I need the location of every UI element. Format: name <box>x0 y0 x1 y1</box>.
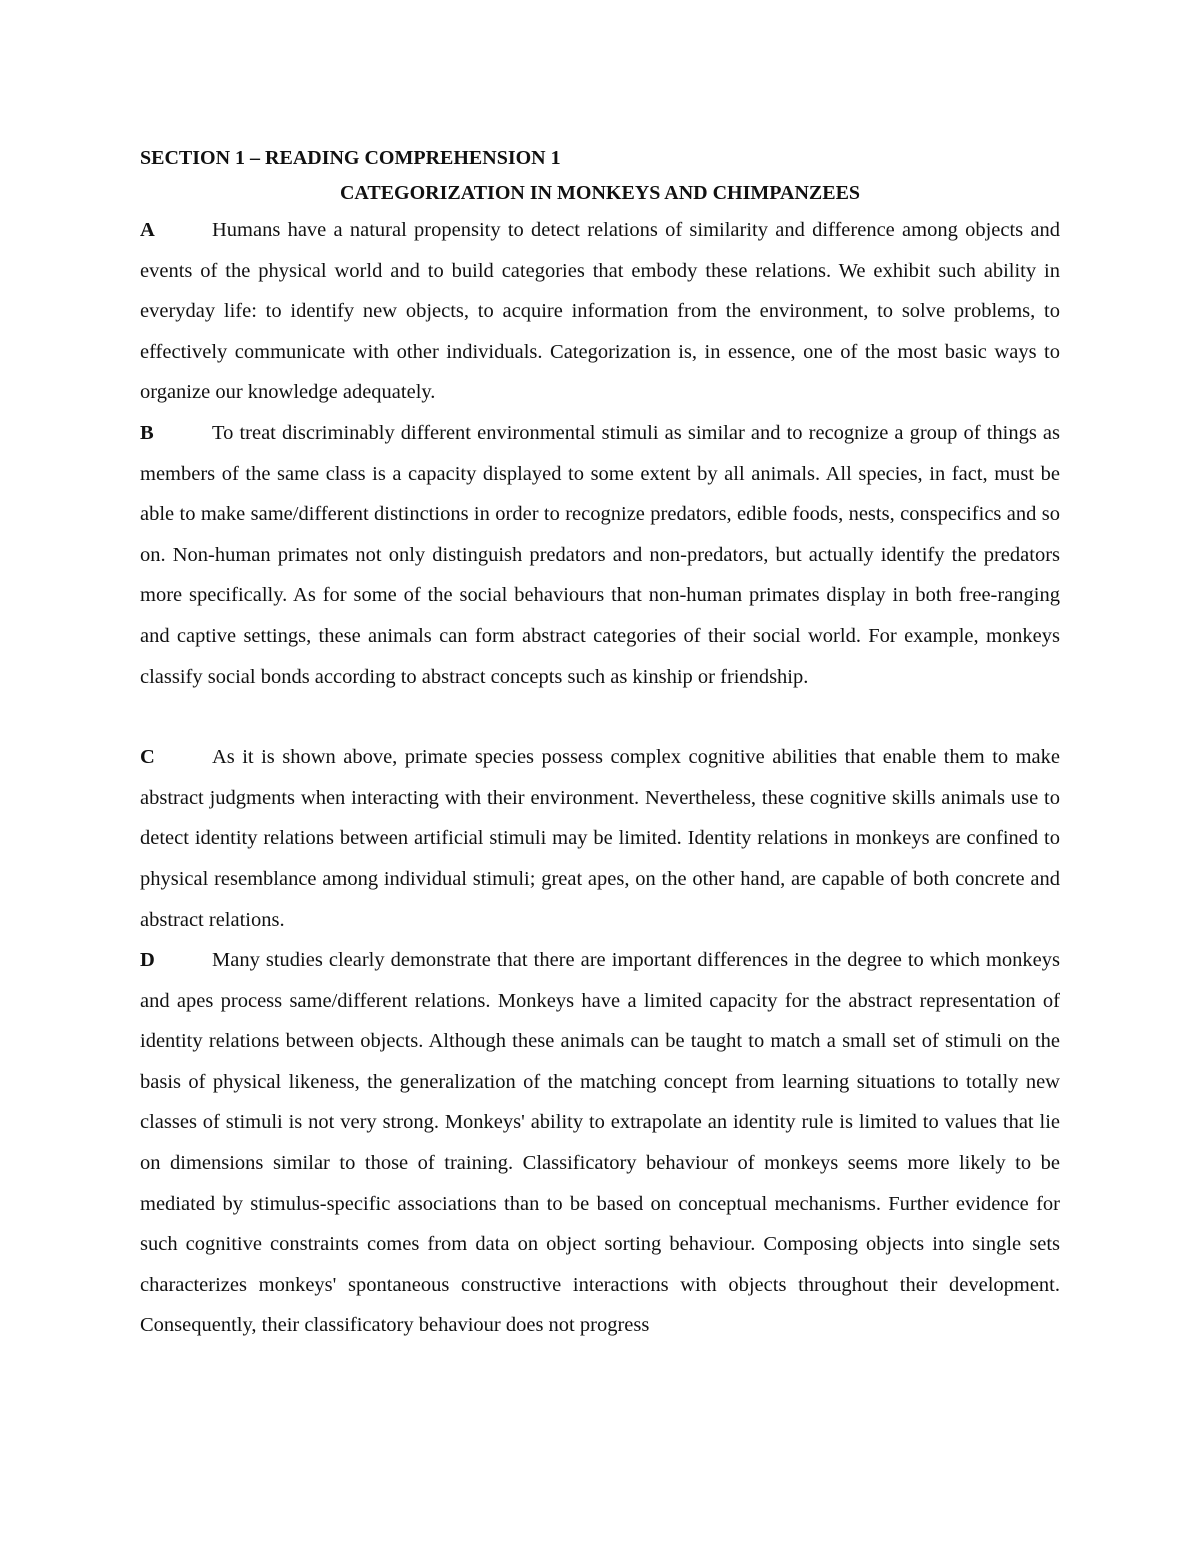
paragraph-letter: A <box>140 219 155 241</box>
passage-title: CATEGORIZATION IN MONKEYS AND CHIMPANZEES <box>339 182 861 204</box>
document-page <box>140 138 1060 1346</box>
section-heading: SECTION 1 – READING COMPREHENSION 1 <box>140 147 561 169</box>
paragraph-text: Humans have a natural propensity to detect relations of similarity and difference among objects and events of the physical world and to build categories that embody these relations. We exhibit such ability in everyday life: to identify new objects, to acquire information from the environment, to solve problems, to effectively communicate with other individuals. Categorization is, in essence, one of the most basic ways to organize our knowledge adequately. <box>140 219 1060 404</box>
paragraph-spacer <box>140 697 1060 737</box>
paragraph-letter: C <box>140 746 155 769</box>
paragraph-a <box>140 210 1060 413</box>
paragraph-text: As it is shown above, primate species possess complex cognitive abilities that enable them to make abstract judgments when interacting with their environment. Nevertheless, these cognitive skills animals use to detect identity relations between artificial stimuli may be limited. Identity relations in monkeys are confined to physical resemblance among individual stimuli; great apes, on the other hand, are capable of both concrete and abstract relations. <box>140 746 1060 931</box>
paragraph-d <box>140 940 1060 1346</box>
paragraph-c <box>140 737 1060 940</box>
paragraph-text: Many studies clearly demonstrate that there are important differences in the degree to which monkeys and apes process same/different relations. Monkeys have a limited capacity for the abstract representation of identity relations between objects. Although these animals can be taught to match a small set of stimuli on the basis of physical likeness, the generalization of the matching concept from learning situations to totally new classes of stimuli is not very strong. Monkeys' ability to extrapolate an identity rule is limited to values that lie on dimensions similar to those of training. Classificatory behaviour of monkeys seems more likely to be mediated by stimulus-specific associations than to be based on conceptual mechanisms. Further evidence for such cognitive constraints comes from data on object sorting behaviour. Composing objects into single sets characterizes monkeys' spontaneous constructive interactions with objects throughout their development. Consequently, their classificatory behaviour does not progress <box>140 949 1060 1337</box>
paragraph-text: To treat discriminably different environmental stimuli as similar and to recognize a group of things as members of the same class is a capacity displayed to some extent by all animals. All species, in fact, must be able to make same/different distinctions in order to recognize predators, edible foods, nests, conspecifics and so on. Non-human primates not only distinguish predators and non-predators, but actually identify the predators more specifically. As for some of the social behaviours that non-human primates display in both free-ranging and captive settings, these animals can form abstract categories of their social world. For example, monkeys classify social bonds according to abstract concepts such as kinship or friendship. <box>140 421 1060 688</box>
paragraph-b <box>140 413 1060 697</box>
paragraph-letter: D <box>140 949 155 972</box>
paragraph-letter: B <box>140 421 154 444</box>
